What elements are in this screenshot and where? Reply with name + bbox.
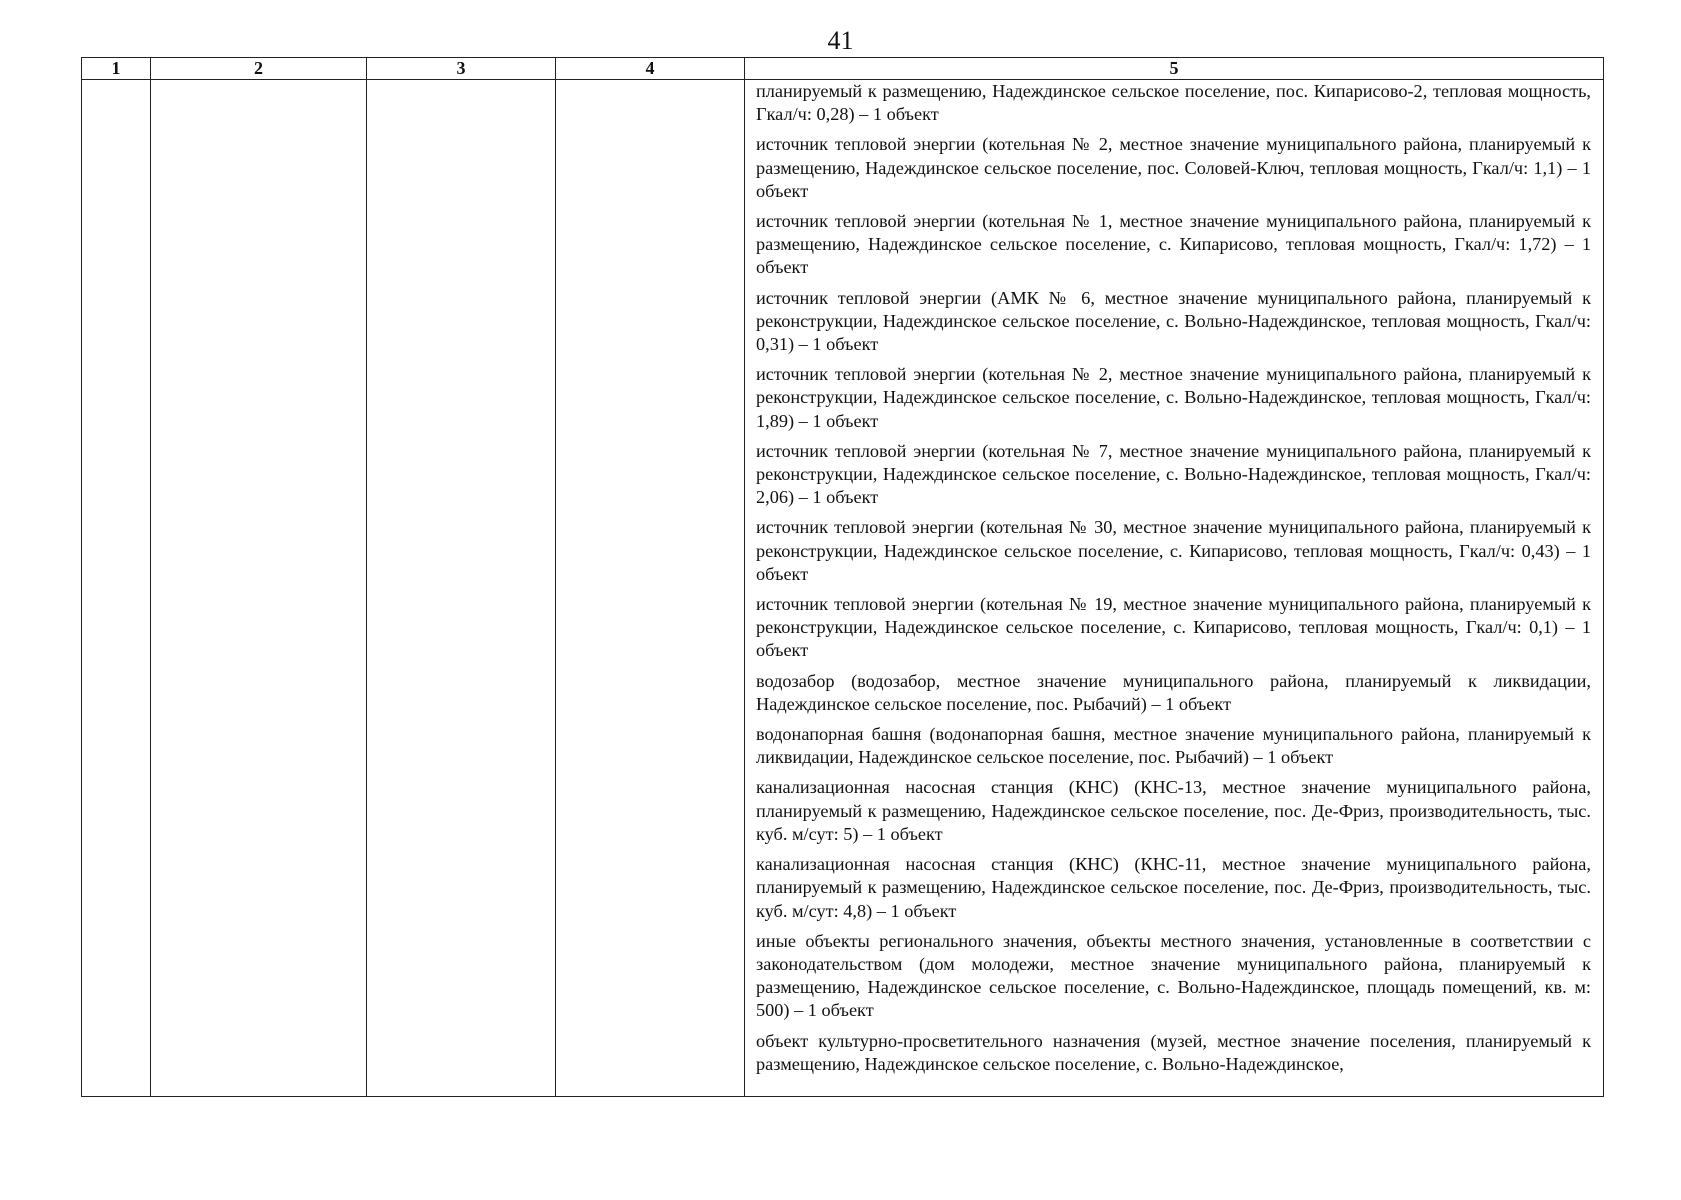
entry-item: канализационная насосная станция (КНС) (КНС-11, местное значение муниципального района, планируемый к размещению, Надеждинское сельское поселение, пос. Де-Фриз, производительность, тыс. куб. м/сут: 4,8) – 1 объект: [756, 854, 1591, 921]
table-header-row: [82, 58, 1604, 80]
page-number: 41: [827, 26, 854, 55]
entry-item: источник тепловой энергии (АМК № 6, местное значение муниципального района, планируемый к реконструкции, Надеждинское сельское поселение, с. Вольно-Надеждинское, тепловая мощность, Гкал/ч: 0,31) – 1 объект: [756, 287, 1591, 355]
column-1-cell: [82, 80, 151, 1097]
column-header-3: 3: [367, 58, 556, 80]
entry-item: объект культурно-просветительного назначения (музей, местное значение поселения, планируемый к размещению, Надеждинское сельское поселение, с. Вольно-Надеждинское,: [756, 1030, 1591, 1074]
entry-item: источник тепловой энергии (котельная № 19, местное значение муниципального района, планируемый к реконструкции, Надеждинское сельское поселение, с. Кипарисово, тепловая мощность, Гкал/ч: 0,1) – 1 объект: [756, 594, 1591, 661]
column-3-cell: [367, 80, 556, 1097]
column-header-5: 5: [745, 58, 1604, 80]
entry-item: источник тепловой энергии (котельная № 30, местное значение муниципального района, планируемый к реконструкции, Надеждинское сельское поселение, с. Кипарисово, тепловая мощность, Гкал/ч: 0,43) – 1 объект: [756, 517, 1591, 584]
column-header-2: 2: [151, 58, 367, 80]
entry-item: источник тепловой энергии (котельная № 7, местное значение муниципального района, планируемый к реконструкции, Надеждинское сельское поселение, с. Вольно-Надеждинское, тепловая мощность, Гкал/ч: 2,06) – 1 объект: [756, 440, 1591, 508]
column-5-cell: [745, 80, 1604, 1097]
entry-item: канализационная насосная станция (КНС) (КНС-13, местное значение муниципального района, планируемый к размещению, Надеждинское сельское поселение, пос. Де-Фриз, производительность, тыс. куб. м/сут: 5) – 1 объект: [756, 777, 1591, 844]
column-header-4: 4: [556, 58, 745, 80]
entry-item: планируемый к размещению, Надеждинское сельское поселение, пос. Кипарисово-2, тепловая мощность, Гкал/ч: 0,28) – 1 объект: [756, 81, 1591, 125]
column-2-cell: [151, 80, 367, 1097]
entry-item: иные объекты регионального значения, объекты местного значения, установленные в соответствии с законодательством (дом молодежи, местное значение муниципального района, планируемый к размещению, Надеждинское сельское поселение, с. Вольно-Надеждинское, площадь помещений, кв. м: 500) – 1 объект: [756, 930, 1591, 1021]
column-5-entries: [745, 80, 1603, 1096]
entry-item: источник тепловой энергии (котельная № 2, местное значение муниципального района, планируемый к размещению, Надеждинское сельское поселение, пос. Соловей-Ключ, тепловая мощность, Гкал/ч: 1,1) – 1 объект: [756, 134, 1591, 201]
entry-item: источник тепловой энергии (котельная № 2, местное значение муниципального района, планируемый к реконструкции, Надеждинское сельское поселение, с. Вольно-Надеждинское, тепловая мощность, Гкал/ч: 1,89) – 1 объект: [756, 364, 1591, 431]
entry-item: водозабор (водозабор, местное значение муниципального района, планируемый к ликвидации, Надеждинское сельское поселение, пос. Рыбачий) – 1 объект: [756, 670, 1591, 714]
column-header-1: 1: [82, 58, 151, 80]
objects-table: [81, 57, 1604, 1097]
table-row: [82, 80, 1604, 1097]
column-4-cell: [556, 80, 745, 1097]
entry-item: источник тепловой энергии (котельная № 1, местное значение муниципального района, планируемый к размещению, Надеждинское сельское поселение, с. Кипарисово, тепловая мощность, Гкал/ч: 1,72) – 1 объект: [756, 211, 1591, 278]
entry-item: водонапорная башня (водонапорная башня, местное значение муниципального района, планируемый к ликвидации, Надеждинское сельское поселение, пос. Рыбачий) – 1 объект: [756, 724, 1591, 768]
